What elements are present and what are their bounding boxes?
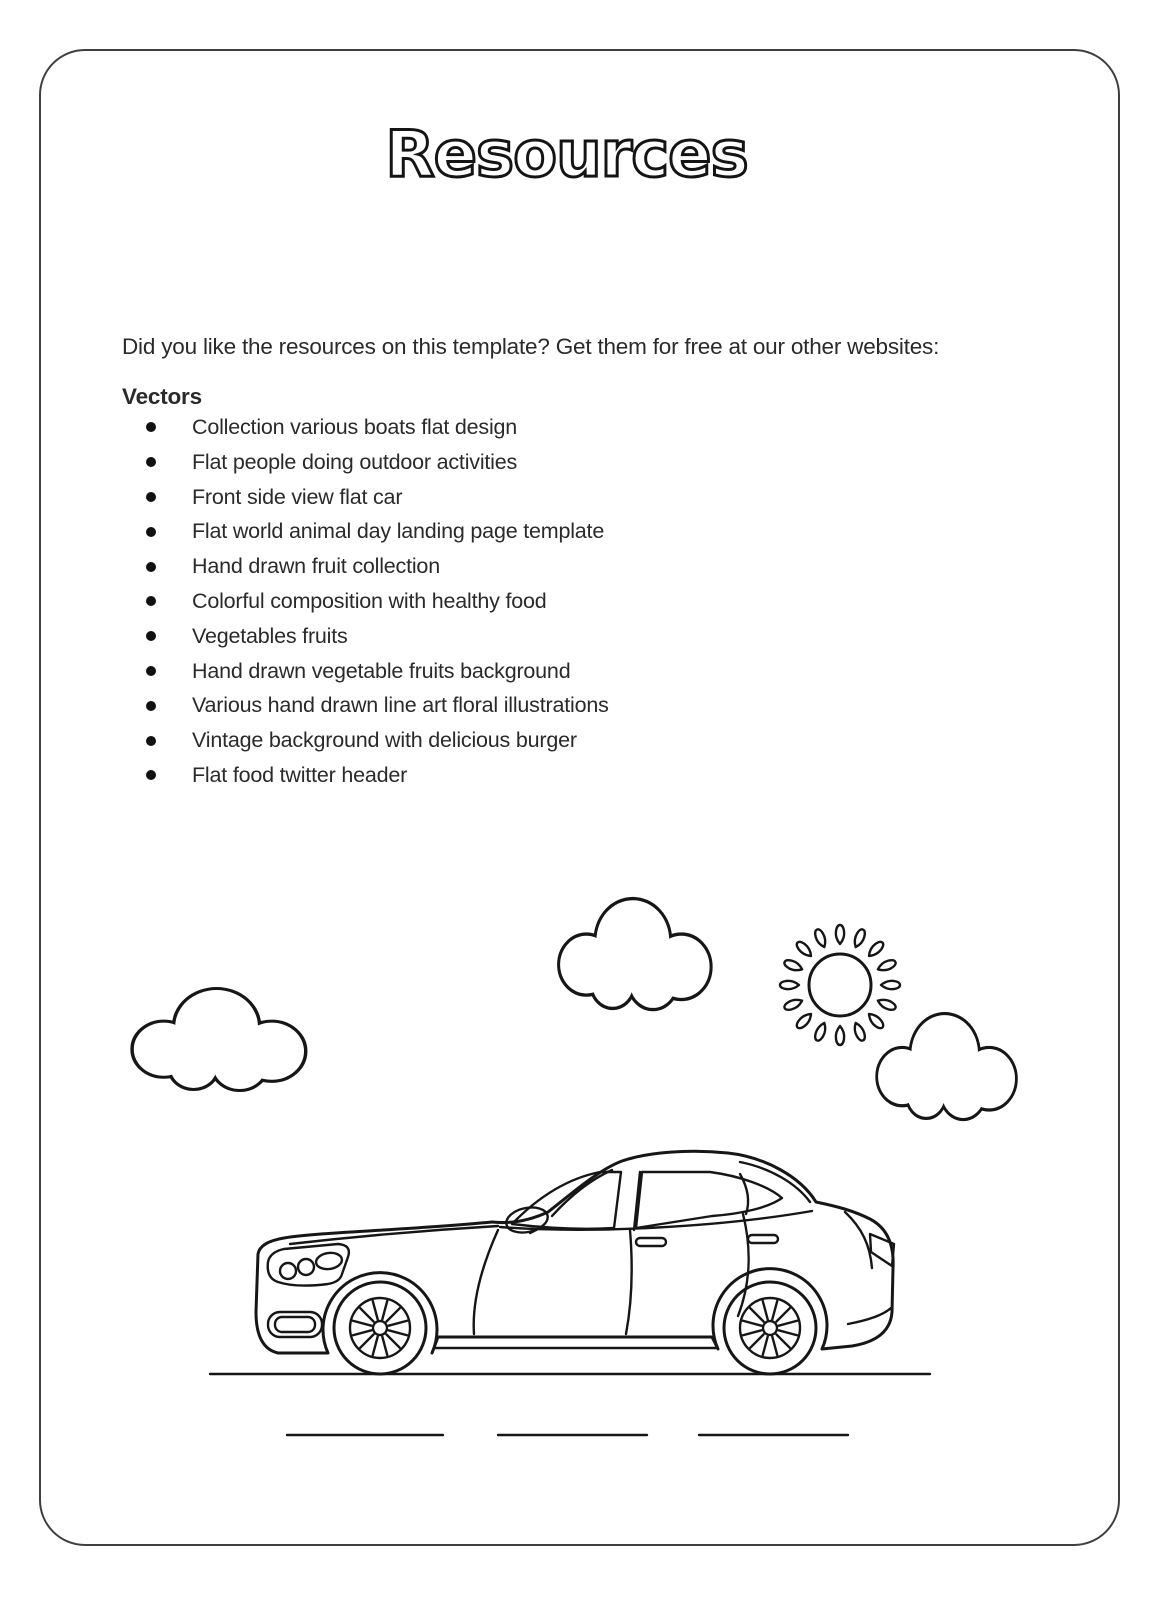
list-item: Various hand drawn line art floral illustrations — [122, 688, 1022, 723]
list-item: Vintage background with delicious burger — [122, 723, 1022, 758]
list-item: Front side view flat car — [122, 480, 1022, 515]
vectors-list — [122, 410, 1022, 793]
list-item: Collection various boats flat design — [122, 410, 1022, 445]
list-item: Colorful composition with healthy food — [122, 584, 1022, 619]
list-item: Flat food twitter header — [122, 758, 1022, 793]
sun-drawing — [780, 925, 900, 1045]
page-title: Resources — [385, 118, 748, 192]
car-drawing — [256, 1151, 894, 1374]
list-item: Hand drawn vegetable fruits background — [122, 654, 1022, 689]
coloring-illustration — [100, 880, 1060, 1460]
list-item: Vegetables fruits — [122, 619, 1022, 654]
rear-wheel — [724, 1282, 816, 1374]
front-wheel — [334, 1282, 426, 1374]
list-item: Flat people doing outdoor activities — [122, 445, 1022, 480]
intro-text: Did you like the resources on this template? Get them for free at our other websites: — [122, 333, 940, 359]
list-item: Hand drawn fruit collection — [122, 549, 1022, 584]
list-item: Flat world animal day landing page template — [122, 514, 1022, 549]
cloud-drawing-left — [134, 990, 304, 1089]
cloud-drawing-middle — [560, 900, 709, 1008]
cloud-drawing-right — [878, 1015, 1015, 1118]
vectors-heading: Vectors — [122, 384, 202, 409]
